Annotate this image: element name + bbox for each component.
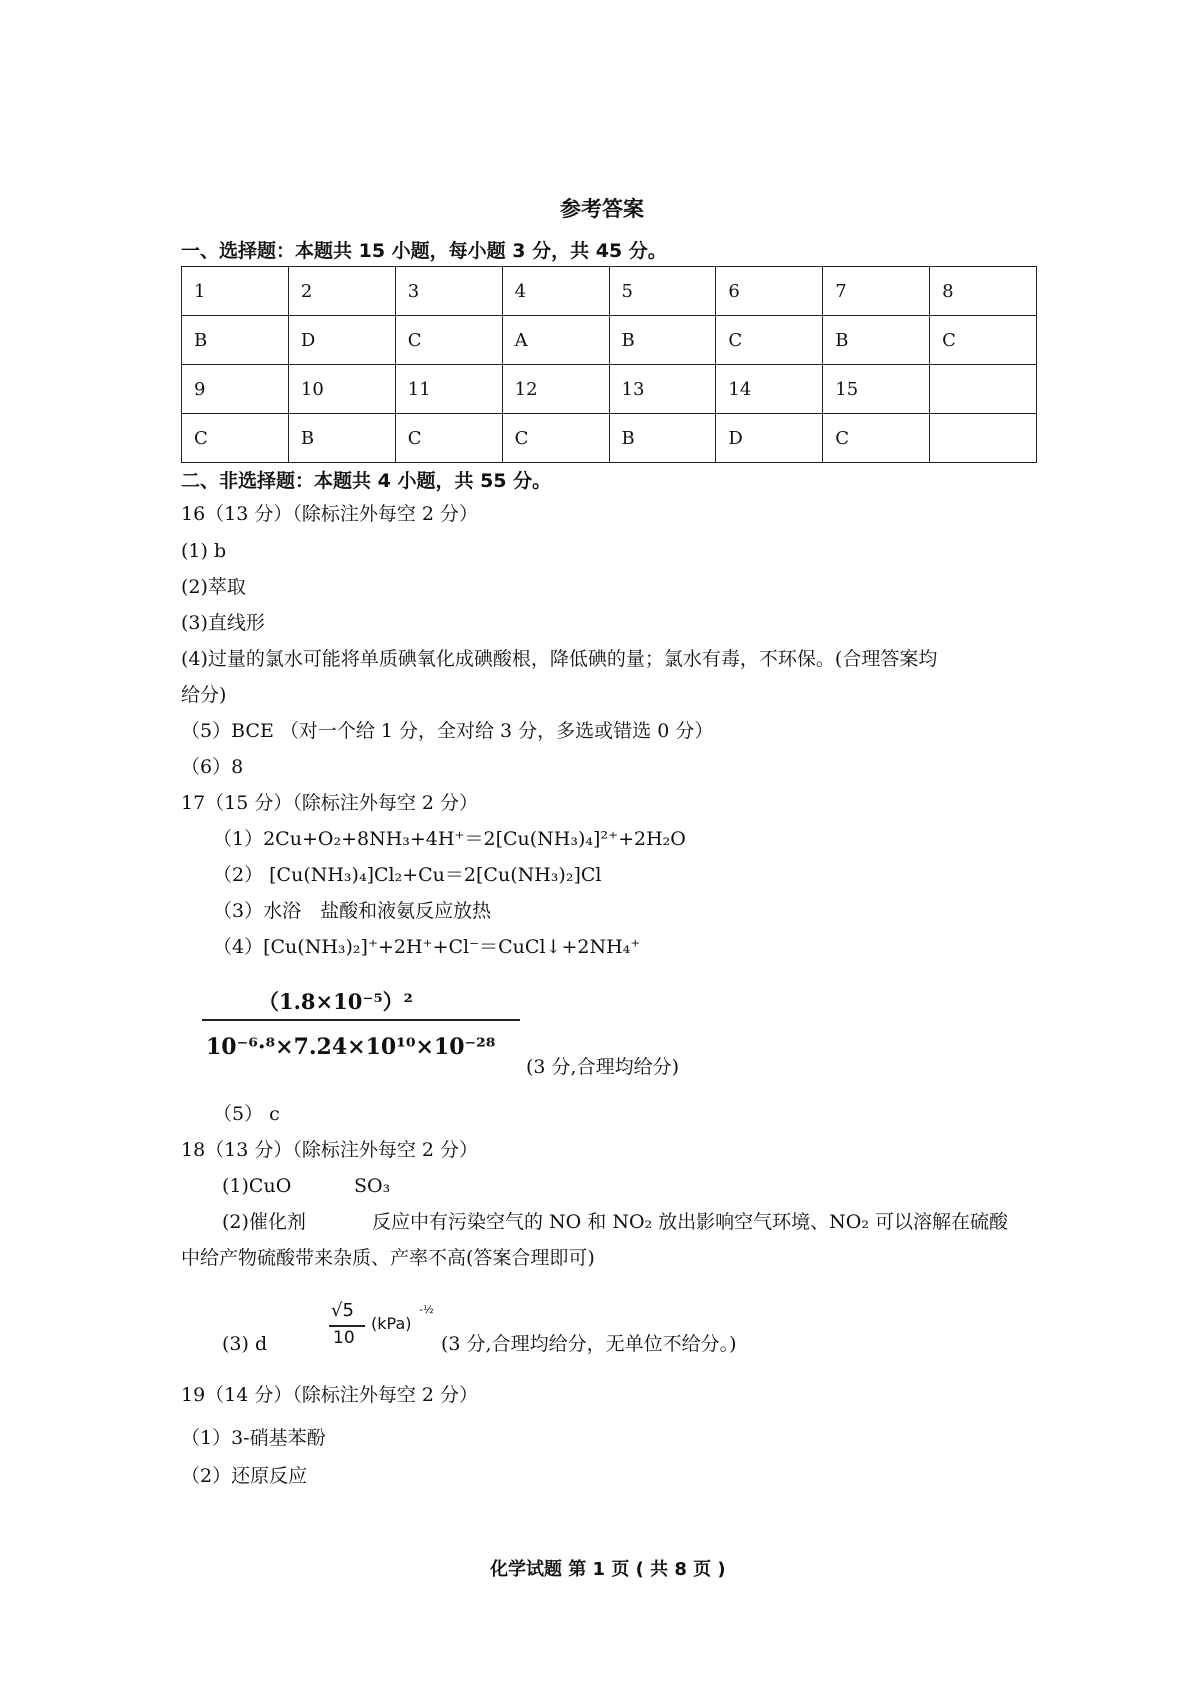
- table-cell: B: [609, 316, 716, 365]
- q17-answer-1: [213, 825, 686, 853]
- table-cell: 15: [823, 365, 930, 414]
- table-cell: [930, 365, 1037, 414]
- fraction-numerator: √5: [331, 1300, 354, 1321]
- q18-answer-2a: (2)催化剂: [222, 1211, 306, 1233]
- table-cell: C: [930, 316, 1037, 365]
- table-cell: B: [288, 414, 395, 463]
- table-cell: B: [609, 414, 716, 463]
- fraction-numerator: （1.8×10⁻⁵）²: [258, 989, 413, 1014]
- q16-heading: 16（13 分）（除标注外每空 2 分）: [181, 503, 479, 525]
- table-cell: C: [823, 414, 930, 463]
- table-cell: 1: [182, 267, 289, 316]
- table-cell: [930, 414, 1037, 463]
- q18-answer-1b: SO₃: [354, 1175, 391, 1197]
- unit-exponent: -½: [419, 1303, 434, 1316]
- q18-answer-1a: (1)CuO: [222, 1175, 292, 1197]
- table-cell: 2: [288, 267, 395, 316]
- q19-answer-2: （2）还原反应: [181, 1465, 308, 1487]
- table-cell: 5: [609, 267, 716, 316]
- q18-answer-2b: 反应中有污染空气的 NO 和 NO₂ 放出影响空气环境、NO₂ 可以溶解在硫酸: [372, 1211, 1009, 1233]
- q17-equation-4: [Cu(NH₃)₂]⁺+2H⁺+Cl⁻＝CuCl↓+2NH₄⁺: [263, 936, 641, 958]
- table-cell: 6: [716, 267, 823, 316]
- q16-answer-3: (3)直线形: [181, 612, 265, 634]
- table-row: [182, 365, 1037, 414]
- table-cell: D: [288, 316, 395, 365]
- q16-answer-2: (2)萃取: [181, 576, 246, 598]
- q18-unit-fraction: [327, 1300, 437, 1360]
- q18-heading: 18（13 分）（除标注外每空 2 分）: [181, 1139, 479, 1161]
- q19-answer-1: （1）3-硝基苯酚: [181, 1427, 326, 1449]
- q18-answer-3: (3) d: [222, 1333, 268, 1355]
- q16-answer-5: （5）BCE （对一个给 1 分，全对给 3 分，多选或错选 0 分）: [181, 720, 714, 742]
- table-cell: C: [395, 414, 502, 463]
- table-cell: 7: [823, 267, 930, 316]
- table-cell: C: [502, 414, 609, 463]
- q17-answer-4: [213, 933, 640, 961]
- table-cell: 10: [288, 365, 395, 414]
- q17-answer-5: （5） c: [213, 1103, 280, 1125]
- q17-label-4: （4）: [213, 936, 264, 958]
- table-cell: 11: [395, 365, 502, 414]
- table-cell: B: [182, 316, 289, 365]
- table-cell: 9: [182, 365, 289, 414]
- table-cell: C: [395, 316, 502, 365]
- fraction-denominator: 10: [333, 1328, 355, 1348]
- q17-heading: 17（15 分）（除标注外每空 2 分）: [181, 792, 479, 814]
- q17-answer-4-note: (3 分,合理均给分): [526, 1056, 679, 1078]
- table-row: [182, 316, 1037, 365]
- table-cell: 3: [395, 267, 502, 316]
- table-row: [182, 267, 1037, 316]
- q17-label-2: （2）: [213, 864, 264, 886]
- q17-answer-2: [213, 861, 601, 889]
- table-cell: B: [823, 316, 930, 365]
- q17-answer-3: （3）水浴 盐酸和液氨反应放热: [213, 900, 492, 922]
- page-title: 参考答案: [560, 197, 644, 221]
- table-row: [182, 414, 1037, 463]
- table-cell: C: [716, 316, 823, 365]
- q16-answer-1: (1) b: [181, 540, 227, 562]
- q16-answer-4-cont: 给分): [181, 684, 227, 706]
- q17-equation-2: [Cu(NH₃)₄]Cl₂+Cu＝2[Cu(NH₃)₂]Cl: [269, 864, 602, 886]
- q18-answer-2c: 中给产物硫酸带来杂质、产率不高(答案合理即可): [181, 1247, 595, 1269]
- fraction-denominator: 10⁻⁶·⁸×7.24×10¹⁰×10⁻²⁸: [206, 1034, 496, 1060]
- table-cell: A: [502, 316, 609, 365]
- table-cell: D: [716, 414, 823, 463]
- q16-answer-6: （6）8: [181, 756, 244, 778]
- q17-equation-1: 2Cu+O₂+8NH₃+4H⁺＝2[Cu(NH₃)₄]²⁺+2H₂O: [263, 828, 686, 850]
- fraction-line: [329, 1325, 365, 1327]
- table-cell: 4: [502, 267, 609, 316]
- table-cell: 13: [609, 365, 716, 414]
- table-cell: C: [182, 414, 289, 463]
- answer-table: [181, 266, 1037, 463]
- table-cell: 12: [502, 365, 609, 414]
- section-2-heading: 二、非选择题：本题共 4 小题，共 55 分。: [181, 470, 552, 492]
- section-1-heading: 一、选择题：本题共 15 小题，每小题 3 分，共 45 分。: [181, 240, 667, 262]
- fraction-line: [202, 1019, 520, 1021]
- q16-answer-4: (4)过量的氯水可能将单质碘氧化成碘酸根，降低碘的量；氯水有毒，不环保。(合理答案均: [181, 648, 938, 670]
- q19-heading: 19（14 分）（除标注外每空 2 分）: [181, 1384, 479, 1406]
- q18-answer-3-note: (3 分,合理均给分，无单位不给分。): [441, 1333, 737, 1355]
- table-cell: 14: [716, 365, 823, 414]
- page-footer: 化学试题 第 1 页 ( 共 8 页 ): [490, 1559, 726, 1580]
- q17-label-1: （1）: [213, 828, 264, 850]
- unit-label: (kPa): [371, 1314, 412, 1333]
- table-cell: 8: [930, 267, 1037, 316]
